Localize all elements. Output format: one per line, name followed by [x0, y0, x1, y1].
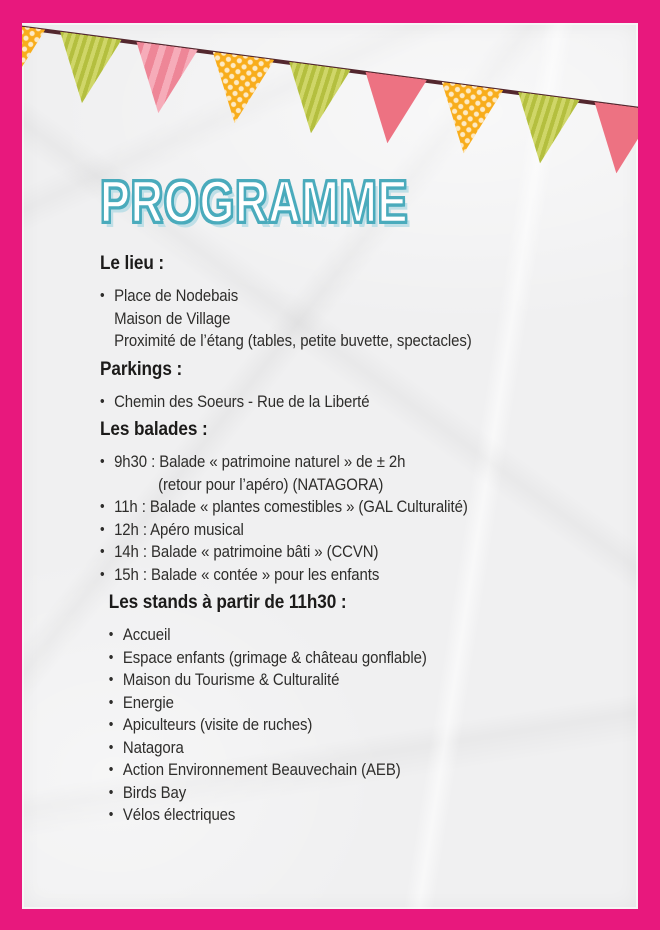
- programme-content: [100, 251, 593, 827]
- poster-title: PROGRAMME: [100, 169, 409, 235]
- bullet-marker: •: [108, 671, 114, 688]
- bunting-flag-pink-solid: [357, 72, 427, 148]
- list-item: [100, 669, 593, 692]
- bullet-marker: •: [100, 498, 105, 515]
- bullet-marker: •: [100, 520, 105, 538]
- list-item-text: Energie: [122, 692, 174, 712]
- bullet-marker: •: [108, 761, 114, 778]
- list-item-text: Accueil: [122, 625, 171, 644]
- bullet-marker: •: [108, 626, 114, 643]
- bullet-marker: •: [100, 287, 105, 304]
- bunting-flag-green-stripes: [280, 62, 350, 138]
- section-list: [100, 624, 593, 827]
- list-item-text: Natagora: [122, 737, 184, 757]
- list-item: [100, 782, 593, 805]
- list-item: [100, 496, 593, 519]
- bullet-marker: •: [100, 453, 105, 470]
- bunting-string: [22, 23, 638, 125]
- list-item-text: 15h : Balade « contée » pour les enfants: [114, 564, 380, 584]
- section-heading: Parkings :: [100, 357, 183, 380]
- programme-section: [100, 590, 593, 827]
- list-item-text: 11h : Balade « plantes comestibles » (GAL Culturalité): [114, 497, 468, 516]
- section-list: [100, 451, 593, 586]
- section-list: [100, 391, 593, 414]
- bunting-flag-pink-stripes: [128, 42, 198, 118]
- section-heading: Le lieu :: [100, 252, 165, 274]
- list-item: [100, 564, 593, 587]
- list-item: [100, 451, 593, 474]
- programme-section: [100, 417, 593, 586]
- list-item-text: Apiculteurs (visite de ruches): [122, 715, 313, 734]
- list-item-text: 9h30 : Balade « patrimoine naturel » de ± 2h: [114, 452, 406, 471]
- list-item: [100, 647, 593, 670]
- list-item-text: Proximité de l’étang (tables, petite buvette, spectacles): [114, 331, 472, 350]
- list-item: [144, 474, 593, 497]
- list-item-text: Maison de Village: [114, 308, 231, 328]
- bunting-flag-orange-dots: [22, 23, 45, 97]
- bullet-marker: •: [108, 693, 114, 711]
- list-item: [100, 624, 593, 647]
- list-item: [100, 541, 593, 564]
- list-item-text: Maison du Tourisme & Culturalité: [122, 670, 340, 689]
- list-item-text: Espace enfants (grimage & château gonflable): [122, 647, 427, 667]
- bunting-flag-green-stripes: [51, 32, 121, 108]
- list-item: [100, 519, 593, 542]
- list-item-text: 14h : Balade « patrimoine bâti » (CCVN): [114, 542, 379, 561]
- list-item-text: Chemin des Soeurs - Rue de la Liberté: [114, 391, 370, 411]
- bullet-marker: •: [108, 783, 114, 801]
- list-item: [100, 692, 593, 715]
- poster-paper: [22, 23, 638, 909]
- bullet-marker: •: [100, 392, 105, 410]
- list-item: [100, 759, 593, 782]
- list-item: [100, 308, 593, 331]
- list-item-text: (retour pour l’apéro) (NATAGORA): [158, 474, 384, 494]
- list-item: [100, 330, 593, 353]
- bunting-flag-orange-dots: [204, 52, 274, 128]
- bullet-marker: •: [100, 543, 105, 560]
- programme-section: [100, 357, 593, 414]
- programme-section: [100, 251, 593, 353]
- bunting-flags: [22, 23, 638, 177]
- bunting-flag-pink-solid: [586, 102, 638, 178]
- list-item-text: 12h : Apéro musical: [114, 519, 244, 539]
- list-item-text: Place de Nodebais: [114, 286, 239, 305]
- bullet-marker: •: [108, 648, 114, 666]
- bunting-flag-green-stripes: [509, 92, 579, 168]
- section-heading: Les stands à partir de 11h30 :: [108, 591, 347, 613]
- bullet-marker: •: [108, 716, 114, 733]
- section-heading: Les balades :: [100, 418, 208, 440]
- list-item: [100, 714, 593, 737]
- list-item-text: Vélos électriques: [122, 805, 236, 824]
- bullet-marker: •: [108, 806, 114, 823]
- list-item-text: Birds Bay: [122, 782, 187, 802]
- list-item: [100, 737, 593, 760]
- list-item: [100, 285, 593, 308]
- list-item: [100, 391, 593, 414]
- section-list: [100, 285, 593, 353]
- bunting-flag-orange-dots: [433, 82, 503, 158]
- list-item-text: Action Environnement Beauvechain (AEB): [122, 760, 401, 779]
- list-item: [100, 804, 593, 827]
- bullet-marker: •: [108, 738, 114, 756]
- bullet-marker: •: [100, 565, 105, 583]
